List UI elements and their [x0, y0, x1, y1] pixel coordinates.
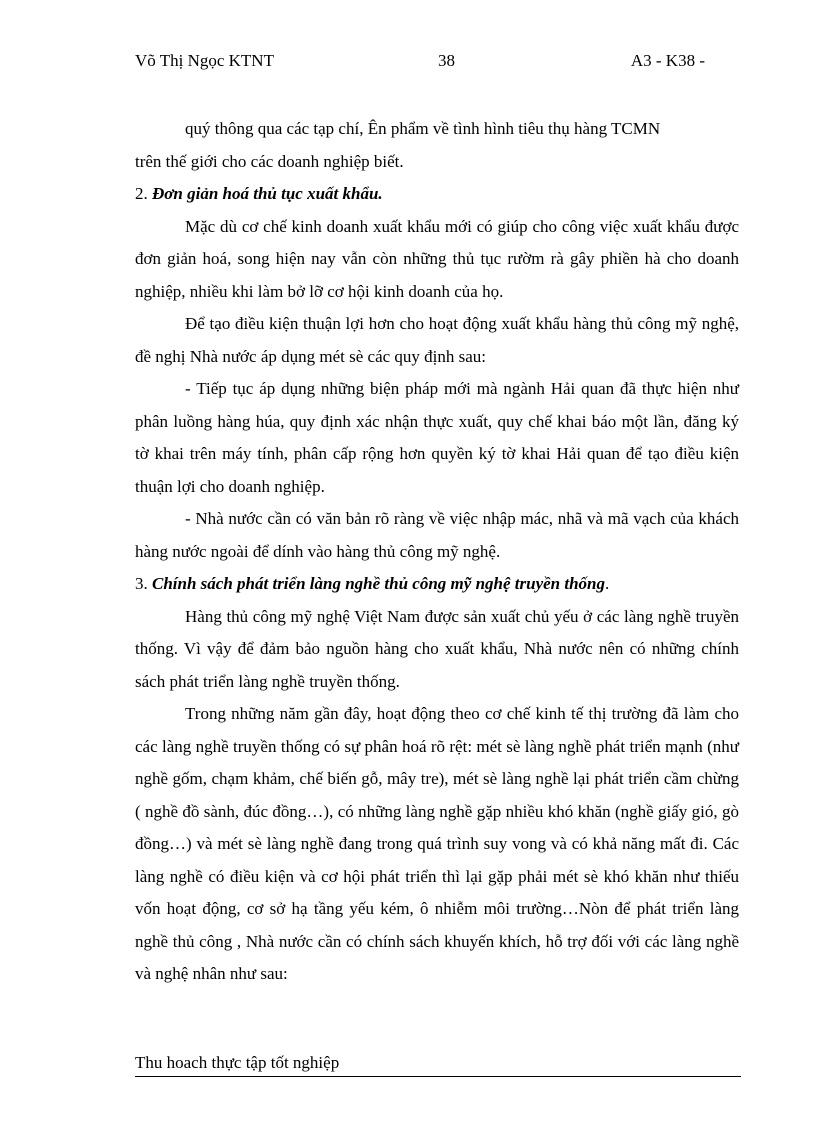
continued-paragraph-end: trên thế giới cho các doanh nghiệp biết. [135, 151, 404, 171]
class-code: A3 - K38 - [630, 51, 705, 70]
paragraph: Để tạo điều kiện thuận lợi hơn cho hoạt động xuất khẩu hàng thủ công mỹ nghệ, đề nghị Nhà nước áp dụng mét sè các quy định sau: [135, 314, 739, 366]
page-number: 38 [438, 51, 455, 70]
section-number: 2. [135, 184, 148, 203]
section-title-period: . [605, 574, 610, 593]
continued-paragraph-line: quý thông qua các tạp chí, Ên phẩm về tình hình tiêu thụ hàng TCMN [185, 119, 661, 138]
paragraph: Hàng thủ công mỹ nghệ Việt Nam được sản xuất chủ yếu ở các làng nghề truyền thống. Vì vậy để đảm bảo nguồn hàng cho xuất khẩu, Nhà nước nên có những chính sách phát triển làng nghề truyền thống. [135, 606, 739, 691]
section-number: 3. [135, 574, 148, 593]
section-heading-3 [135, 568, 739, 601]
page-header [135, 50, 705, 94]
section-heading-2 [135, 178, 739, 211]
paragraph: Trong những năm gần đây, hoạt động theo cơ chế kinh tế thị trường đã làm cho các làng nghề truyền thống có sự phân hoá rõ rệt: mét sè làng nghề phát triển mạnh (như nghề gốm, chạm khảm, chế biến gỗ, mây tre), mét sè làng nghề lại phát triển cầm chừng ( nghề đồ sành, đúc đồng…), có những làng nghề gặp nhiều khó khăn (nghề giấy gió, gò đồng…) và mét sè làng nghề đang trong quá trình suy vong và có khả năng mất đi. Các làng nghề có điều kiện và cơ hội phát triển thì lại gặp phải mét sè khó khăn như thiếu vốn hoạt động, cơ sở hạ tầng yếu kém, ô nhiễm môi trường…Nòn để phát triển làng nghề thủ công , Nhà nước cần có chính sách khuyến khích, hỗ trợ đối với các làng nghề và nghệ nhân như sau: [135, 704, 739, 983]
section-title: Chính sách phát triển làng nghề thủ công mỹ nghệ truyền thống [152, 574, 605, 593]
bullet-item: - Tiếp tục áp dụng những biện pháp mới mà ngành Hải quan đã thực hiện như phân luồng hàng húa, quy định xác nhận thực xuất, quy chế khai báo một lần, đăng ký tờ khai trên máy tính, phân cấp rộng hơn quyền ký tờ khai Hải quan để tạo điều kiện thuận lợi cho doanh nghiệp. [135, 379, 739, 496]
section-title: Đơn giản hoá thủ tục xuất khẩu. [152, 184, 383, 203]
bullet-item: - Nhà nước cần có văn bản rõ ràng về việc nhập mác, nhã và mã vạch của khách hàng nước ngoài để dính vào hàng thủ công mỹ nghệ. [135, 509, 739, 561]
document-body [135, 113, 739, 991]
footer-text: Thu hoach thực tập tốt nghiệp [135, 1053, 340, 1072]
author-name: Võ Thị Ngọc KTNT [135, 51, 274, 70]
paragraph: Mặc dù cơ chế kinh doanh xuất khẩu mới có giúp cho công việc xuất khẩu được đơn giản hoá, song hiện nay vẫn còn những thủ tục rườm rà gây phiền hà cho doanh nghiệp, nhiều khi làm bở lỡ cơ hội kinh doanh của họ. [135, 216, 739, 301]
page-footer [135, 1052, 741, 1077]
